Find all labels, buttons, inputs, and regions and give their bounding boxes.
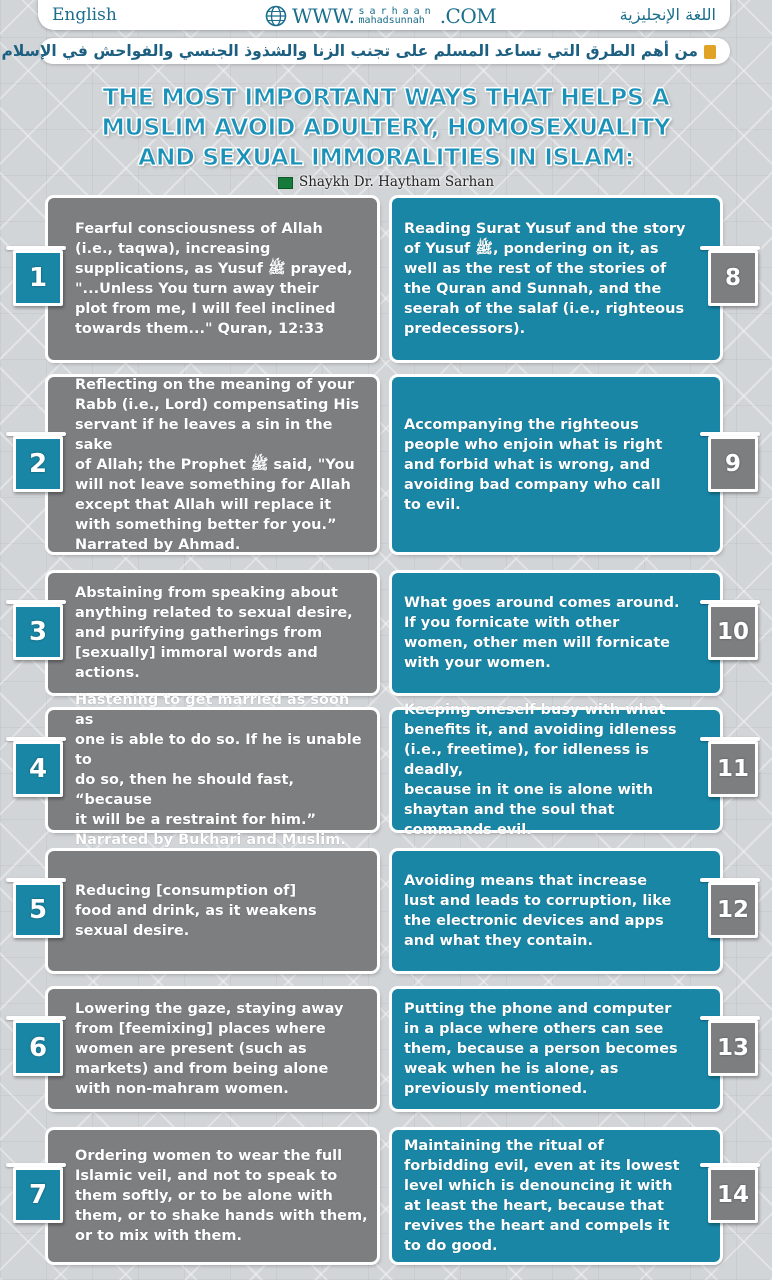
badge-number-12: 12 xyxy=(716,897,749,923)
badge-number-7: 7 xyxy=(28,1180,48,1210)
way-card-1 xyxy=(48,198,377,360)
badge-number-14: 14 xyxy=(716,1182,749,1208)
way-text-12: Avoiding means that increase lust and leads to corruption, like the electronic devices and apps and what they contain. xyxy=(404,873,672,949)
site-domain-bottom: mahadsunnah xyxy=(358,15,425,26)
globe-icon xyxy=(265,5,287,27)
way-card-8 xyxy=(392,198,720,360)
arabic-language-link[interactable]: اللغة الإنجليزية xyxy=(619,5,716,24)
author-line xyxy=(0,174,772,190)
way-card-9 xyxy=(392,377,720,552)
badge-rod-2 xyxy=(6,432,66,436)
way-text-10: What goes around comes around. If you fornicate with other women, other men will fornicate with your women. xyxy=(404,595,680,671)
badge-number-13: 13 xyxy=(716,1035,749,1061)
page-title: THE MOST IMPORTANT WAYS THAT HELPS A MUSLIM AVOID ADULTERY, HOMOSEXUALITY AND SEXUAL IMMORALITIES IN ISLAM: xyxy=(101,83,671,171)
way-card-13 xyxy=(392,989,720,1109)
badge-number-4: 4 xyxy=(28,754,48,784)
number-badge-5 xyxy=(13,882,63,938)
badge-number-10: 10 xyxy=(716,619,749,645)
way-text-9: Accompanying the righteous people who enjoin what is right and forbid what is wrong, and avoiding bad company who call to evil. xyxy=(404,416,663,513)
arabic-subtitle-bar xyxy=(1,38,730,64)
way-card-11 xyxy=(392,702,720,838)
number-badge-13 xyxy=(708,1020,758,1076)
site-www: WWW. xyxy=(292,4,355,28)
author-name: Shaykh Dr. Haytham Sarhan xyxy=(298,174,495,190)
way-card-5 xyxy=(48,851,377,971)
number-badge-6 xyxy=(13,1020,63,1076)
way-card-14 xyxy=(392,1130,720,1262)
way-card-3 xyxy=(48,573,377,693)
way-card-4 xyxy=(48,692,377,848)
way-text-1: Fearful consciousness of Allah (i.e., taqwa), increasing supplications, as Yusuf ﷺ prayed, "...Unless You turn away their plot from me, I will feel inclined towards them..." Quran, 12:33 xyxy=(75,221,353,337)
number-badge-7 xyxy=(13,1167,63,1223)
way-card-2 xyxy=(48,377,377,552)
way-text-2: Reflecting on the meaning of your Rabb (i.e., Lord) compensating His servant if he leaves a sin in the sake of Allah; the Prophet ﷺ said, "You will not leave something for Allah except that Allah will replace it with something better for you.” Narrated by Ahmad. xyxy=(75,376,360,553)
badge-number-9: 9 xyxy=(724,450,741,477)
badge-number-11: 11 xyxy=(716,756,749,782)
way-text-13: Putting the phone and computer in a place where others can see them, because a person becomes weak when he is alone, as previously mentioned. xyxy=(404,1001,678,1097)
way-text-6: Lowering the gaze, staying away from [feemixing] places where women are present (such as markets) and from being alone with non-mahram women. xyxy=(75,1001,344,1097)
english-language-link[interactable]: English xyxy=(52,5,117,25)
way-text-11: Keeping oneself busy with what benefits it, and avoiding idleness (i.e., freetime), for idleness is deadly, because in it one is alone with shaytan and the soul that commands evil. xyxy=(404,702,677,838)
number-badge-4 xyxy=(13,741,63,797)
way-text-4: Hastening to get married as soon as one is able to do so. If he is unable to do so, then he should fast, “because it will be a restraint for him.” Narrated by Bukhari and Muslim. xyxy=(75,692,362,848)
badge-number-3: 3 xyxy=(28,617,48,647)
site-domain xyxy=(359,7,436,25)
scroll-icon xyxy=(704,45,716,59)
number-badge-8 xyxy=(708,250,758,306)
way-text-7: Ordering women to wear the full Islamic veil, and not to speak to them softly, or to be alone with them, or to shake hands with them, or to mix with them. xyxy=(75,1148,368,1244)
badge-number-1: 1 xyxy=(28,263,48,293)
badge-number-8: 8 xyxy=(724,265,741,291)
top-bar xyxy=(38,0,730,30)
way-text-8: Reading Surat Yusuf and the story of Yusuf ﷺ, pondering on it, as well as the rest of the stories of the Quran and Sunnah, and the seerah of the salaf (i.e., righteous predecessors). xyxy=(404,221,686,337)
badge-rod-9 xyxy=(700,432,760,436)
site-logo[interactable] xyxy=(265,3,496,29)
number-badge-3 xyxy=(13,604,63,660)
way-card-6 xyxy=(48,989,377,1109)
way-card-10 xyxy=(392,573,720,693)
number-badge-1 xyxy=(13,250,63,306)
way-card-7 xyxy=(48,1130,377,1262)
number-badge-11 xyxy=(708,741,758,797)
saudi-flag-icon xyxy=(278,177,293,189)
arabic-subtitle-text: من أهم الطرق التي تساعد المسلم على تجنب الزنا والشذوذ الجنسي والفواحش في الإسلام xyxy=(1,42,698,60)
arabic-subtitle xyxy=(1,42,716,60)
number-badge-12 xyxy=(708,882,758,938)
site-com: .COM xyxy=(439,4,497,28)
number-badge-2 xyxy=(13,436,63,492)
number-badge-9 xyxy=(708,436,758,492)
way-card-12 xyxy=(392,851,720,971)
way-text-3: Abstaining from speaking about anything related to sexual desire, and purifying gatherings from [sexually] immoral words and actions. xyxy=(75,585,353,681)
badge-number-2: 2 xyxy=(28,448,48,479)
number-badge-10 xyxy=(708,604,758,660)
way-text-14: Maintaining the ritual of forbidding evil, even at its lowest level which is denouncing it with at least the heart, because that revives the heart and compels it to do good. xyxy=(404,1138,680,1254)
badge-number-6: 6 xyxy=(28,1033,48,1063)
way-text-5: Reducing [consumption of] food and drink, as it weakens sexual desire. xyxy=(75,883,317,939)
number-badge-14 xyxy=(708,1167,758,1223)
site-domain-top: sarhaan xyxy=(358,6,436,17)
badge-number-5: 5 xyxy=(28,895,48,925)
